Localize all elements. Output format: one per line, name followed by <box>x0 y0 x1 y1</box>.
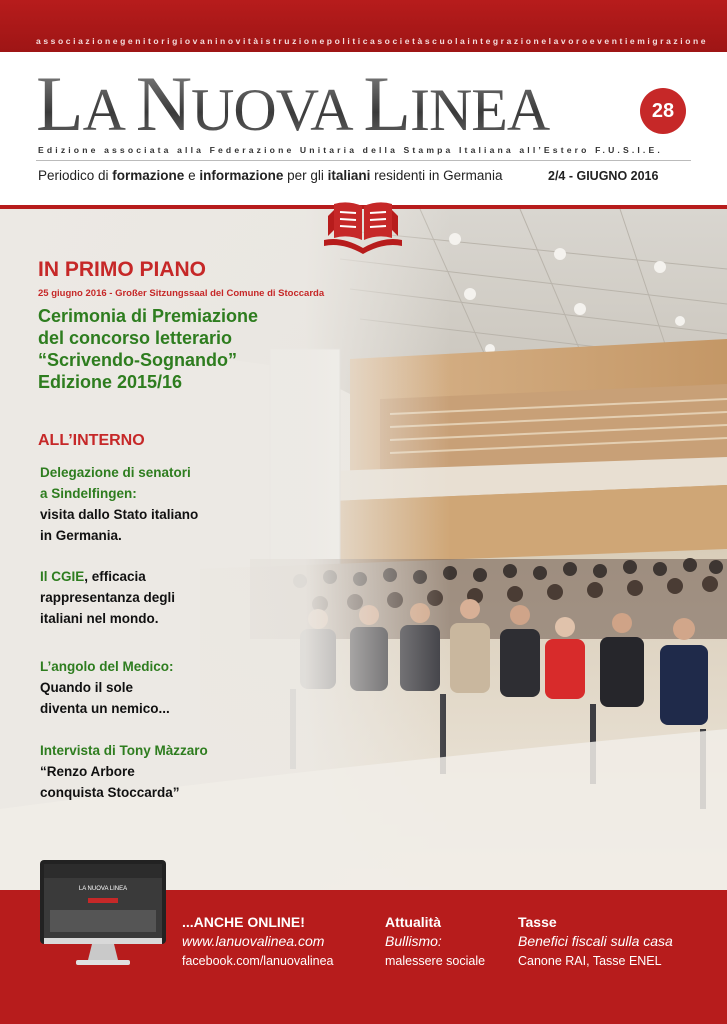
keyword-strip: associazionegenitorigiovaninovitàistruzionepoliticasocietàscuolaintegrazionelavoroeventiemigrazione <box>36 36 709 46</box>
interno-heading: ALL’INTERNO <box>38 432 145 449</box>
divider <box>36 160 691 161</box>
item-title: Intervista di Tony Màzzaro <box>40 743 208 758</box>
item-text: , efficacia <box>84 569 146 584</box>
masthead-title <box>36 62 646 146</box>
interno-item[interactable] <box>40 656 174 719</box>
item-title: a Sindelfingen: <box>40 486 137 501</box>
attualita-detail: malessere sociale <box>385 954 486 968</box>
title-letter: N <box>135 60 192 147</box>
monitor-title: LA NUOVA LINEA <box>78 886 128 892</box>
item-text: diventa un nemico... <box>40 701 170 716</box>
attualita-subject: Bullismo: <box>385 933 442 949</box>
interno-item[interactable] <box>40 566 175 629</box>
website-link[interactable]: www.lanuovalinea.com <box>182 933 325 949</box>
masthead-subtitle: Edizione associata alla Federazione Unitaria della Stampa Italiana all’Estero F.U.S.I.E. <box>38 145 663 155</box>
tagline-text: e <box>184 168 200 183</box>
tasse-subject: Benefici fiscali sulla casa <box>518 933 673 949</box>
title-letter: L <box>363 60 410 147</box>
headline-line: Edizione 2015/16 <box>38 372 183 392</box>
primo-piano-heading: IN PRIMO PIANO <box>38 258 207 281</box>
interno-item[interactable] <box>40 462 198 546</box>
tagline <box>38 168 502 183</box>
item-text: visita dallo Stato italiano <box>40 507 199 522</box>
tagline-bold: formazione <box>112 168 185 183</box>
item-text: Quando il sole <box>40 680 134 695</box>
interno-item[interactable] <box>40 740 208 803</box>
item-title: Delegazione di senatori <box>40 465 191 480</box>
headline-line: del concorso letterario <box>38 328 233 348</box>
attualita-heading: Attualità <box>385 914 441 930</box>
online-heading: ...ANCHE ONLINE! <box>182 914 305 930</box>
item-title: Il CGIE <box>40 569 85 584</box>
tagline-bold: informazione <box>199 168 284 183</box>
tasse-detail: Canone RAI, Tasse ENEL <box>518 954 662 968</box>
title-letter: L <box>36 60 83 147</box>
item-text: conquista Stoccarda” <box>40 785 180 800</box>
tasse-heading: Tasse <box>518 914 557 930</box>
primo-piano-dateline: 25 giugno 2016 - Großer Sitzungssaal del Comune di Stoccarda <box>38 288 325 299</box>
monitor-icon <box>40 860 166 966</box>
item-text: italiani nel mondo. <box>40 611 159 626</box>
tagline-bold: italiani <box>327 168 371 183</box>
item-text: rappresentanza degli <box>40 590 176 605</box>
open-book-icon <box>320 196 406 256</box>
item-text: in Germania. <box>40 528 122 543</box>
tagline-text: per gli <box>283 168 328 183</box>
lead-headline[interactable] <box>38 305 258 393</box>
title-letters: INEA <box>409 77 550 143</box>
item-text: “Renzo Arbore <box>40 764 135 779</box>
headline-line: Cerimonia di Premiazione <box>38 306 259 326</box>
facebook-link[interactable]: facebook.com/lanuovalinea <box>182 954 334 968</box>
issue-number-badge: 28 <box>640 88 686 134</box>
top-keyword-bar <box>0 0 727 52</box>
title-letters: UOVA <box>191 77 364 143</box>
item-title: L’angolo del Medico: <box>40 659 174 674</box>
issue-date: 2/4 - GIUGNO 2016 <box>548 169 659 183</box>
tagline-text: residenti in Germania <box>370 168 503 183</box>
title-letters: A <box>82 77 136 143</box>
headline-line: “Scrivendo-Sognando” <box>38 350 238 370</box>
tagline-text: Periodico di <box>38 168 113 183</box>
